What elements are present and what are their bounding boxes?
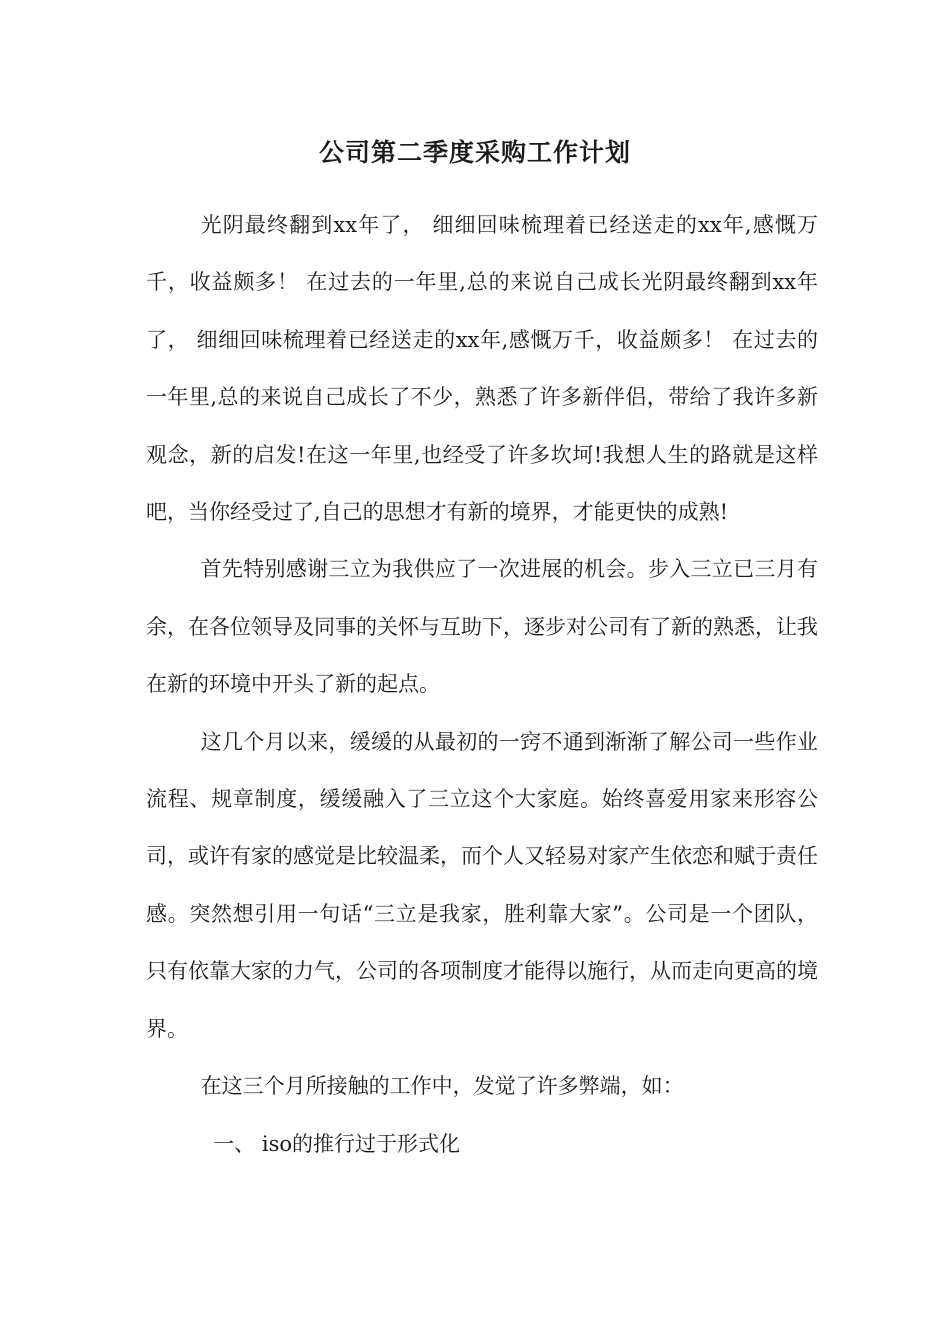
paragraph-3: 这几个月以来，缓缓的从最初的一窍不通到渐渐了解公司一些作业流程、规章制度，缓缓融入了三立这个大家庭。始终喜爱用家来形容公司，或许有家的感觉是比较温柔，而个人又轻易对家产生依恋和赋于责任感。突然想引用一句话“三立是我家，胜利靠大家”。公司是一个团队，只有依靠大家的力气，公司的各项制度才能得以施行，从而走向更高的境界。 [146, 729, 818, 1041]
section-heading-1: 一、 iso的推行过于形式化 [213, 1131, 460, 1156]
paragraph-2: 首先特别感谢三立为我供应了一次进展的机会。步入三立已三月有余，在各位领导及同事的关怀与互助下，逐步对公司有了新的熟悉，让我在新的环境中开头了新的起点。 [146, 557, 818, 697]
document-body [146, 197, 818, 1173]
paragraph-1: 光阴最终翻到xx年了， 细细回味梳理着已经送走的xx年,感慨万千，收益颇多！ 在过去的一年里,总的来说自己成长光阴最终翻到xx年了， 细细回味梳理着已经送走的xx年,感慨万千，收益颇多！ 在过去的一年里,总的来说自己成长了不少，熟悉了许多新伴侣，带给了我许多新观念，新的启发!在这一年里,也经受了许多坎坷!我想人生的路就是这样吧，当你经受过了,自己的思想才有新的境界，才能更快的成熟! [146, 213, 818, 525]
document-title: 公司第二季度采购工作计划 [318, 138, 631, 167]
paragraph-4: 在这三个月所接触的工作中，发觉了许多弊端，如： [200, 1074, 684, 1099]
